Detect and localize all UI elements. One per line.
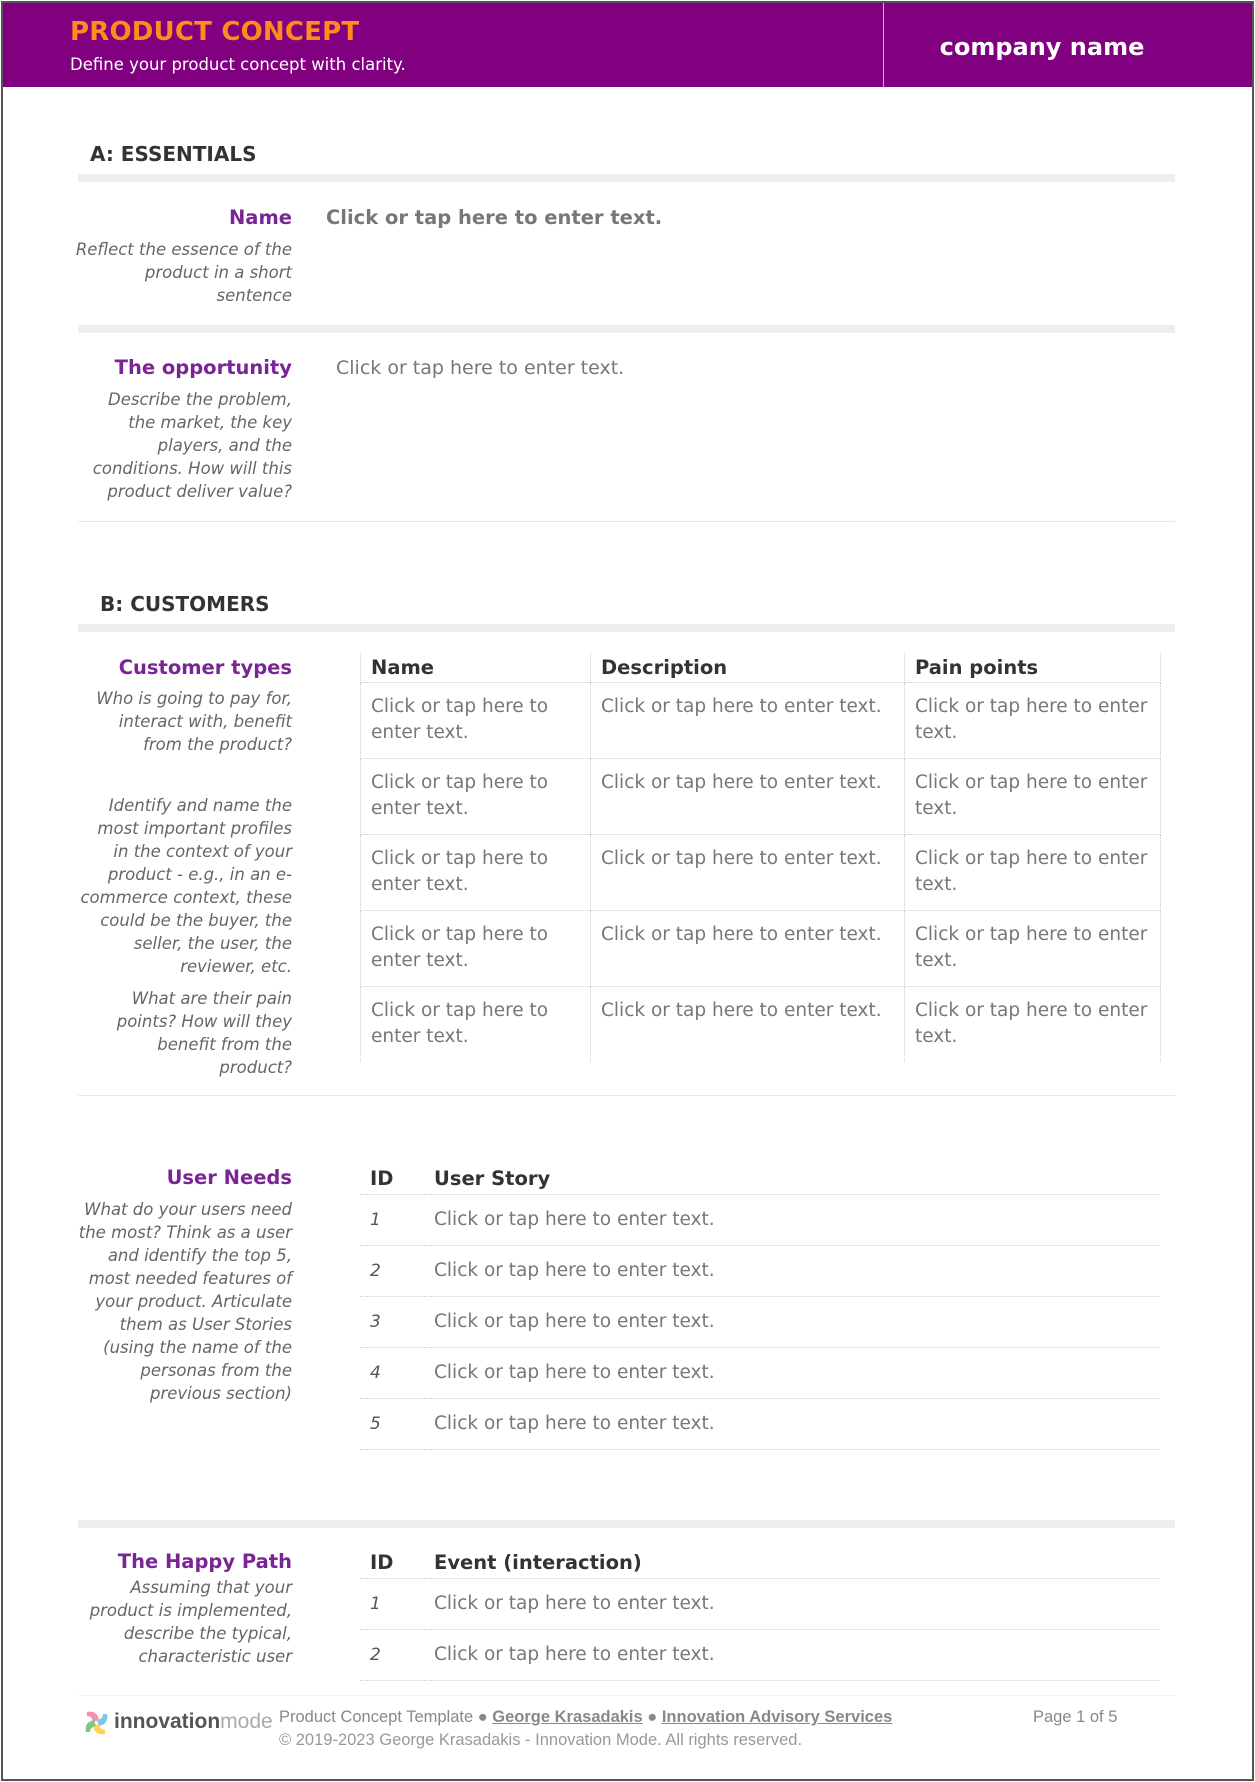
column-header: ID bbox=[360, 1164, 424, 1194]
services-link[interactable]: Innovation Advisory Services bbox=[661, 1708, 893, 1726]
hint-line: could be the buyer, the bbox=[100, 911, 292, 930]
column-header: Event (interaction) bbox=[424, 1548, 1160, 1578]
opportunity-input[interactable]: Click or tap here to enter text. bbox=[336, 357, 625, 379]
opportunity-hint bbox=[93, 388, 292, 503]
hint-line: reviewer, etc. bbox=[180, 957, 292, 976]
user-story-input[interactable]: Click or tap here to enter text. bbox=[424, 1194, 1160, 1245]
customer-types-hint-2 bbox=[80, 794, 292, 978]
event-input[interactable]: Click or tap here to enter text. bbox=[424, 1629, 1160, 1680]
user-story-input[interactable]: Click or tap here to enter text. bbox=[424, 1296, 1160, 1347]
customer-type-row bbox=[361, 834, 1161, 910]
customer-type-row bbox=[361, 758, 1161, 834]
footer-rule bbox=[78, 1695, 1175, 1696]
hint-line: Identify and name the bbox=[108, 796, 292, 815]
hint-line: product is implemented, bbox=[89, 1601, 292, 1620]
customer-types-hint-1 bbox=[96, 687, 292, 756]
customer-pain-points-cell[interactable]: Click or tap here to enter text. bbox=[905, 834, 1161, 910]
footer-template-name: Product Concept Template ● bbox=[279, 1708, 493, 1726]
customer-pain-points-cell[interactable]: Click or tap here to enter text. bbox=[905, 910, 1161, 986]
column-header: Description bbox=[591, 652, 905, 682]
user-story-input[interactable]: Click or tap here to enter text. bbox=[424, 1398, 1160, 1449]
customer-name-cell[interactable]: Click or tap here to enter text. bbox=[361, 910, 591, 986]
user-story-row bbox=[360, 1347, 1160, 1398]
hint-line: describe the typical, bbox=[123, 1624, 292, 1643]
hint-line: personas from the bbox=[140, 1361, 292, 1380]
user-needs-end-rule bbox=[78, 1520, 1175, 1528]
footer-copyright: © 2019-2023 George Krasadakis - Innovation Mode. All rights reserved. bbox=[279, 1731, 803, 1749]
column-header: User Story bbox=[424, 1164, 1160, 1194]
hint-line: players, and the bbox=[157, 436, 292, 455]
hint-line: most important profiles bbox=[97, 819, 292, 838]
customer-type-row bbox=[361, 986, 1161, 1062]
customer-types-hint-3 bbox=[117, 987, 292, 1079]
customer-description-cell[interactable]: Click or tap here to enter text. bbox=[591, 986, 905, 1062]
name-hint bbox=[76, 238, 292, 307]
hint-line: sentence bbox=[216, 286, 292, 305]
happy-path-label: The Happy Path bbox=[117, 1550, 292, 1573]
row-id: 1 bbox=[360, 1194, 424, 1245]
happy-path-row bbox=[360, 1578, 1160, 1629]
customer-name-cell[interactable]: Click or tap here to enter text. bbox=[361, 834, 591, 910]
customer-description-cell[interactable]: Click or tap here to enter text. bbox=[591, 910, 905, 986]
column-header: Pain points bbox=[905, 652, 1161, 682]
happy-path-header-row bbox=[360, 1548, 1160, 1578]
hint-line: from the product? bbox=[143, 735, 292, 754]
customer-name-cell[interactable]: Click or tap here to enter text. bbox=[361, 682, 591, 758]
customer-pain-points-cell[interactable]: Click or tap here to enter text. bbox=[905, 682, 1161, 758]
user-story-row bbox=[360, 1296, 1160, 1347]
column-header: ID bbox=[360, 1548, 424, 1578]
customer-name-cell[interactable]: Click or tap here to enter text. bbox=[361, 986, 591, 1062]
innovation-mode-logo-icon bbox=[83, 1708, 111, 1738]
row-id: 4 bbox=[360, 1347, 424, 1398]
customer-type-row bbox=[361, 682, 1161, 758]
user-needs-header-row bbox=[360, 1164, 1160, 1194]
row-id: 1 bbox=[360, 1578, 424, 1629]
section-a-title: A: ESSENTIALS bbox=[90, 142, 257, 166]
hint-line: What are their pain bbox=[131, 989, 292, 1008]
hint-line: points? How will they bbox=[116, 1012, 292, 1031]
customer-types-header-row bbox=[361, 652, 1161, 682]
user-needs-hint bbox=[79, 1198, 292, 1405]
row-id: 3 bbox=[360, 1296, 424, 1347]
user-story-row bbox=[360, 1398, 1160, 1449]
hint-line: characteristic user bbox=[138, 1647, 292, 1666]
customer-description-cell[interactable]: Click or tap here to enter text. bbox=[591, 834, 905, 910]
hint-line: and identify the top 5, bbox=[107, 1246, 292, 1265]
hint-line: previous section) bbox=[149, 1384, 292, 1403]
row-id: 5 bbox=[360, 1398, 424, 1449]
user-story-input[interactable]: Click or tap here to enter text. bbox=[424, 1245, 1160, 1296]
header-banner bbox=[3, 3, 1252, 87]
hint-line: them as User Stories bbox=[119, 1315, 292, 1334]
customer-description-cell[interactable]: Click or tap here to enter text. bbox=[591, 758, 905, 834]
hint-line: most needed features of bbox=[88, 1269, 292, 1288]
happy-path-table bbox=[360, 1548, 1160, 1681]
customer-pain-points-cell[interactable]: Click or tap here to enter text. bbox=[905, 758, 1161, 834]
event-input[interactable]: Click or tap here to enter text. bbox=[424, 1578, 1160, 1629]
section-a-rule bbox=[78, 174, 1175, 182]
section-a-end-rule bbox=[78, 521, 1175, 522]
hint-line: your product. Articulate bbox=[95, 1292, 292, 1311]
name-input[interactable]: Click or tap here to enter text. bbox=[326, 206, 663, 229]
hint-line: Describe the problem, bbox=[108, 390, 292, 409]
hint-line: seller, the user, the bbox=[133, 934, 292, 953]
hint-line: Who is going to pay for, bbox=[96, 689, 292, 708]
user-needs-label: User Needs bbox=[166, 1166, 292, 1189]
document-page bbox=[1, 1, 1254, 1781]
customer-name-cell[interactable]: Click or tap here to enter text. bbox=[361, 758, 591, 834]
hint-line: (using the name of the bbox=[103, 1338, 292, 1357]
happy-path-row bbox=[360, 1629, 1160, 1680]
opportunity-label: The opportunity bbox=[114, 356, 292, 379]
customer-types-table bbox=[360, 652, 1161, 1062]
hint-line: conditions. How will this bbox=[92, 459, 292, 478]
hint-line: the most? Think as a user bbox=[78, 1223, 292, 1242]
hint-line: product? bbox=[219, 1058, 292, 1077]
hint-line: Assuming that your bbox=[130, 1578, 292, 1597]
logo-wordmark-light: mode bbox=[220, 1710, 273, 1733]
section-b-rule bbox=[78, 624, 1175, 632]
name-label: Name bbox=[228, 206, 292, 229]
author-link[interactable]: George Krasadakis bbox=[492, 1708, 643, 1726]
hint-line: in the context of your bbox=[113, 842, 292, 861]
customer-types-label: Customer types bbox=[118, 656, 292, 679]
hint-line: the market, the key bbox=[128, 413, 292, 432]
customers-end-rule bbox=[78, 1095, 1175, 1096]
user-story-input[interactable]: Click or tap here to enter text. bbox=[424, 1347, 1160, 1398]
section-b-title: B: CUSTOMERS bbox=[100, 592, 270, 616]
footer-separator: ● bbox=[642, 1708, 662, 1726]
hint-line: commerce context, these bbox=[80, 888, 292, 907]
user-needs-table bbox=[360, 1164, 1160, 1450]
logo-wordmark-bold: innovation bbox=[114, 1710, 221, 1733]
customer-type-row bbox=[361, 910, 1161, 986]
logo-wordmark bbox=[114, 1710, 273, 1734]
user-story-row bbox=[360, 1245, 1160, 1296]
hint-line: product deliver value? bbox=[107, 482, 292, 501]
customer-description-cell[interactable]: Click or tap here to enter text. bbox=[591, 682, 905, 758]
hint-line: Reflect the essence of the bbox=[75, 240, 292, 259]
row-id: 2 bbox=[360, 1245, 424, 1296]
footer-credits bbox=[279, 1708, 892, 1727]
doc-subtitle: Define your product concept with clarity. bbox=[70, 55, 406, 74]
row-id: 2 bbox=[360, 1629, 424, 1680]
customer-pain-points-cell[interactable]: Click or tap here to enter text. bbox=[905, 986, 1161, 1062]
column-header: Name bbox=[361, 652, 591, 682]
hint-line: product - e.g., in an e- bbox=[107, 865, 292, 884]
company-name-field[interactable]: company name bbox=[939, 33, 1145, 61]
essentials-divider bbox=[78, 325, 1175, 333]
page-number: Page 1 of 5 bbox=[1033, 1708, 1118, 1726]
hint-line: What do your users need bbox=[84, 1200, 292, 1219]
doc-title: PRODUCT CONCEPT bbox=[70, 17, 360, 47]
happy-path-hint bbox=[90, 1576, 292, 1668]
hint-line: product in a short bbox=[144, 263, 292, 282]
hint-line: benefit from the bbox=[157, 1035, 292, 1054]
user-story-row bbox=[360, 1194, 1160, 1245]
hint-line: interact with, benefit bbox=[118, 712, 292, 731]
